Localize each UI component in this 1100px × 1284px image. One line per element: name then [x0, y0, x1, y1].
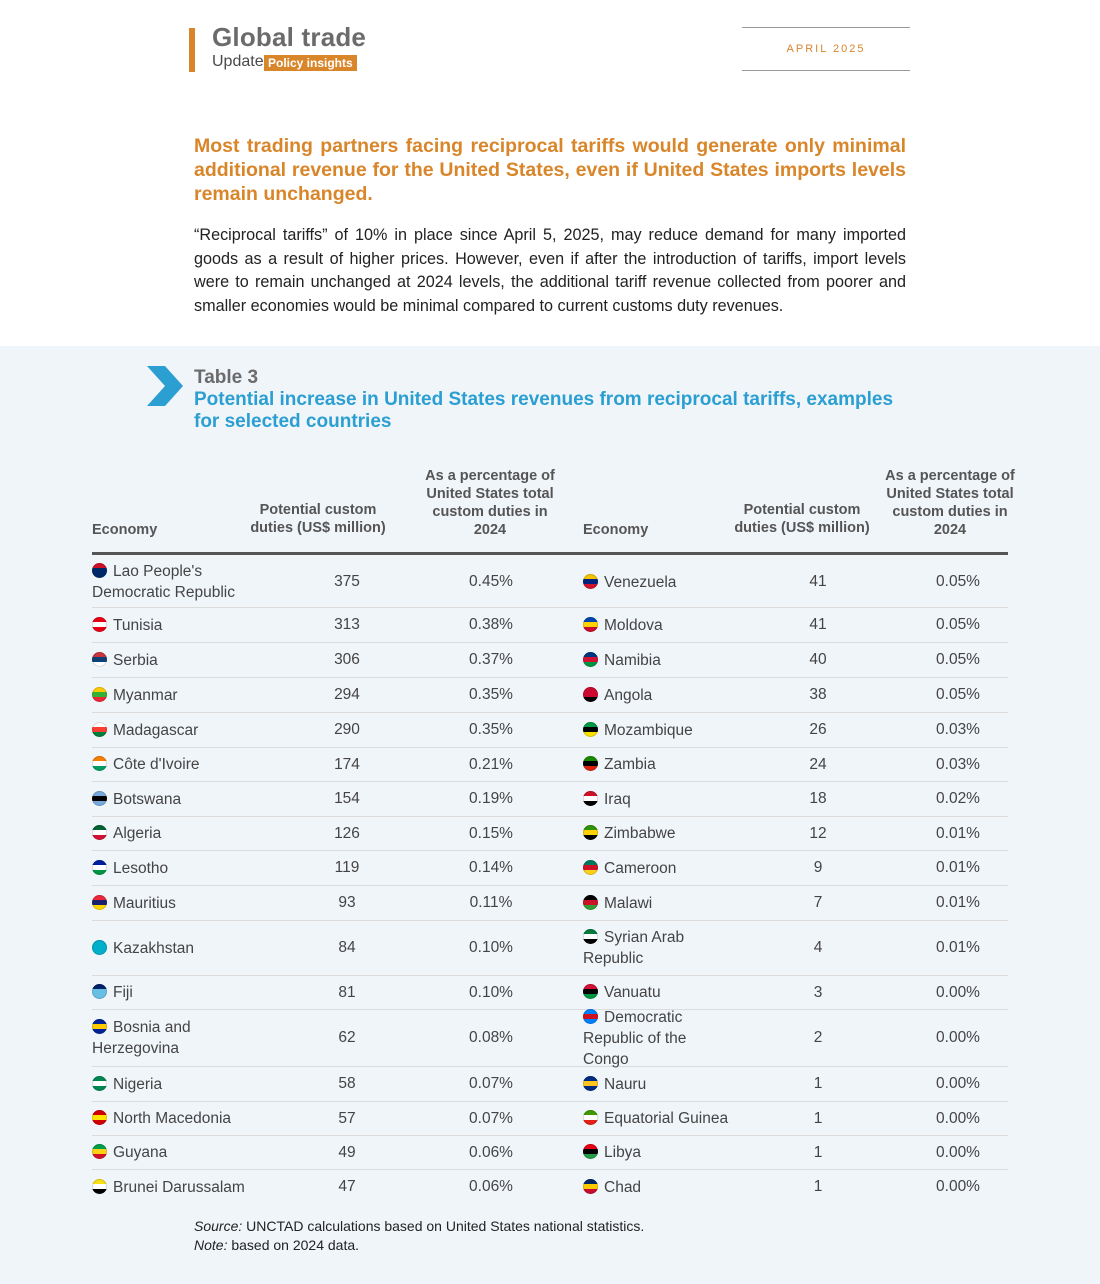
economy-cell [583, 1010, 733, 1066]
duties-cell: 306 [334, 651, 360, 668]
myanmar-flag-icon [92, 687, 107, 702]
duties-cell: 3 [813, 983, 823, 1001]
percentage-cell: 0.00% [936, 983, 980, 1001]
economy-cell [583, 976, 733, 1009]
mauritius-flag-icon [92, 895, 107, 910]
percentage-cell: 0.00% [936, 1143, 980, 1161]
percentage-cell: 0.38% [469, 616, 513, 633]
percentage-cell: 0.01% [936, 824, 980, 842]
kazakhstan-flag-icon [92, 940, 107, 955]
economy-cell [583, 1136, 733, 1169]
malawi-flag-icon [583, 895, 598, 910]
economy-name: Angola [604, 686, 653, 704]
economy-cell [92, 1067, 252, 1101]
economy-name: Brunei Darussalam [113, 1178, 245, 1196]
namibia-flag-icon [583, 652, 598, 667]
percentage-cell: 0.35% [469, 721, 513, 738]
economy-name: Venezuela [604, 573, 677, 591]
duties-cell: 1 [813, 1075, 823, 1092]
percentage-cell: 0.19% [469, 790, 513, 807]
table-row [92, 713, 1008, 748]
percentage-cell: 0.07% [469, 1109, 513, 1127]
economy-cell [92, 713, 252, 747]
venezuela-flag-icon [583, 574, 598, 589]
duties-cell: 290 [334, 721, 360, 738]
percentage-cell: 0.06% [469, 1143, 513, 1161]
table-row [92, 851, 1008, 886]
serbia-flag-icon [92, 652, 107, 667]
percentage-cell: 0.03% [936, 755, 980, 773]
duties-cell: 40 [809, 651, 827, 668]
duties-cell: 81 [338, 983, 356, 1001]
economy-name: Bosnia and Herzegovina [92, 1019, 191, 1057]
percentage-cell: 0.45% [469, 573, 513, 590]
duties-cell: 119 [334, 859, 360, 876]
economy-cell [583, 678, 733, 712]
fiji-flag-icon [92, 984, 107, 999]
duties-cell: 47 [338, 1178, 356, 1195]
percentage-cell: 0.00% [936, 1178, 980, 1195]
economy-name: Democratic Republic of the Congo [583, 1008, 687, 1068]
economy-cell [92, 921, 252, 975]
economy-cell [583, 921, 733, 975]
economy-cell [583, 713, 733, 747]
percentage-cell: 0.35% [469, 686, 513, 703]
economy-cell [583, 886, 733, 920]
table-row [92, 1136, 1008, 1170]
duties-cell: 57 [338, 1109, 356, 1127]
brand-tag: Policy insights [264, 55, 357, 71]
guyana-flag-icon [92, 1144, 107, 1159]
economy-name: Cameroon [604, 859, 677, 877]
algeria-flag-icon [92, 825, 107, 840]
note-label: Note: [194, 1237, 228, 1253]
percentage-cell: 0.03% [936, 721, 980, 738]
economy-name: Namibia [604, 651, 661, 669]
percentage-cell: 0.00% [936, 1109, 980, 1127]
table-row [92, 921, 1008, 976]
table-row [92, 886, 1008, 921]
economy-cell [92, 643, 252, 677]
economy-name: North Macedonia [113, 1110, 232, 1127]
zambia-flag-icon [583, 756, 598, 771]
percentage-cell: 0.00% [936, 1029, 980, 1046]
chad-flag-icon [583, 1179, 598, 1194]
economy-name: Kazakhstan [113, 939, 194, 957]
duties-cell: 4 [813, 939, 823, 956]
percentage-cell: 0.10% [469, 983, 513, 1001]
equatorial-guinea-flag-icon [583, 1110, 598, 1125]
percentage-cell: 0.37% [469, 651, 513, 668]
table-row [92, 1067, 1008, 1102]
economy-name: Chad [604, 1178, 642, 1196]
economy-name: Tunisia [113, 616, 163, 634]
economy-name: Myanmar [113, 686, 178, 704]
economy-cell [92, 817, 252, 850]
economy-name: Syrian Arab Republic [583, 929, 685, 967]
duties-cell: 41 [809, 616, 827, 633]
table-row [92, 976, 1008, 1010]
table-row [92, 557, 1008, 608]
economy-name: Côte d'Ivoire [113, 756, 200, 773]
dr-congo-flag-icon [583, 1009, 598, 1024]
table-title: Potential increase in United States revenues from reciprocal tariffs, examples for selected countries [194, 389, 894, 432]
economy-cell [92, 678, 252, 712]
duties-cell: 58 [338, 1075, 356, 1092]
percentage-cell: 0.15% [469, 824, 513, 842]
moldova-flag-icon [583, 617, 598, 632]
economy-cell [92, 608, 252, 642]
economy-name: Guyana [113, 1144, 168, 1161]
economy-cell [92, 782, 252, 816]
duties-cell: 2 [813, 1029, 823, 1046]
economy-cell [583, 1067, 733, 1101]
economy-cell [92, 748, 252, 781]
duties-cell: 313 [334, 616, 360, 633]
economy-name: Zimbabwe [604, 825, 676, 842]
brand-subtitle: Update [212, 53, 264, 70]
duties-cell: 49 [338, 1143, 356, 1161]
economy-cell [92, 1170, 252, 1204]
source-label: Source: [194, 1218, 243, 1234]
north-macedonia-flag-icon [92, 1110, 107, 1125]
economy-name: Nauru [604, 1075, 647, 1093]
column-header-economy-right: Economy [583, 522, 649, 538]
economy-name: Lesotho [113, 859, 169, 877]
angola-flag-icon [583, 687, 598, 702]
percentage-cell: 0.01% [936, 939, 980, 956]
table-label: Table 3 [194, 367, 259, 388]
duties-cell: 9 [813, 859, 823, 876]
economy-cell [92, 1102, 252, 1135]
column-header-economy-left: Economy [92, 522, 158, 538]
duties-cell: 1 [813, 1109, 823, 1127]
percentage-cell: 0.14% [469, 859, 513, 876]
intro-paragraph: “Reciprocal tariffs” of 10% in place since April 5, 2025, may reduce demand for many imported goods as a result of higher prices. However, even if after the introduction of tariffs, import levels were to remain unchanged at 2024 levels, the additional tariff revenue collected from poorer and smaller economies would be minimal compared to current customs duty revenues. [194, 226, 906, 315]
botswana-flag-icon [92, 791, 107, 806]
table-row [92, 608, 1008, 643]
economy-name: Iraq [604, 790, 631, 808]
libya-flag-icon [583, 1144, 598, 1159]
note-text: based on 2024 data. [231, 1237, 360, 1253]
table-row [92, 1170, 1008, 1204]
duties-cell: 93 [338, 894, 356, 911]
chevron-right-icon [145, 366, 185, 406]
duties-cell: 1 [813, 1143, 823, 1161]
headline: Most trading partners facing reciprocal tariffs would generate only minimal additional revenue for the United States, even if United States imports levels remain unchanged. [194, 135, 906, 205]
duties-cell: 41 [809, 573, 827, 590]
column-header-percentage-left: As a percentage of United States total custom duties in 2024 [425, 468, 555, 538]
economy-name: Lao People's Democratic Republic [92, 563, 235, 601]
percentage-cell: 0.08% [469, 1029, 513, 1046]
column-header-duties-right: Potential custom duties (US$ million) [734, 502, 870, 536]
madagascar-flag-icon [92, 722, 107, 737]
table-row [92, 817, 1008, 851]
lesotho-flag-icon [92, 860, 107, 875]
economy-name: Botswana [113, 790, 182, 808]
duties-cell: 1 [813, 1178, 823, 1195]
economy-name: Zambia [604, 756, 656, 773]
economy-name: Fiji [113, 984, 133, 1001]
percentage-cell: 0.06% [469, 1178, 513, 1195]
table-row [92, 782, 1008, 817]
duties-cell: 12 [809, 824, 827, 842]
economy-name: Moldova [604, 616, 663, 634]
percentage-cell: 0.05% [936, 686, 980, 703]
economy-name: Serbia [113, 651, 158, 669]
publication-date: APRIL 2025 [742, 27, 910, 71]
percentage-cell: 0.00% [936, 1075, 980, 1092]
duties-cell: 84 [338, 939, 356, 956]
cameroon-flag-icon [583, 860, 598, 875]
economy-name: Libya [604, 1144, 642, 1161]
nauru-flag-icon [583, 1076, 598, 1091]
economy-name: Mauritius [113, 894, 176, 912]
duties-cell: 7 [813, 894, 823, 911]
percentage-cell: 0.02% [936, 790, 980, 807]
table-row [92, 678, 1008, 713]
brunei-flag-icon [92, 1179, 107, 1194]
tunisia-flag-icon [92, 617, 107, 632]
economy-cell [92, 1136, 252, 1169]
duties-cell: 375 [334, 573, 360, 590]
header-rule [92, 552, 1008, 555]
duties-cell: 174 [334, 755, 360, 773]
economy-cell [583, 1170, 733, 1204]
percentage-cell: 0.21% [469, 755, 513, 773]
iraq-flag-icon [583, 791, 598, 806]
duties-cell: 294 [334, 686, 360, 703]
economy-cell [583, 851, 733, 885]
economy-cell [583, 782, 733, 816]
percentage-cell: 0.05% [936, 573, 980, 590]
source-text: UNCTAD calculations based on United States national statistics. [246, 1218, 645, 1234]
economy-name: Madagascar [113, 721, 199, 739]
duties-cell: 26 [809, 721, 827, 738]
percentage-cell: 0.11% [469, 894, 513, 911]
mozambique-flag-icon [583, 722, 598, 737]
brand-title: Global trade [212, 22, 367, 52]
column-header-duties-left: Potential custom duties (US$ million) [250, 502, 386, 536]
economy-cell [583, 608, 733, 642]
source-note [194, 1217, 644, 1255]
economy-cell [92, 557, 252, 607]
table-row [92, 643, 1008, 678]
economy-name: Nigeria [113, 1075, 163, 1093]
percentage-cell: 0.01% [936, 894, 980, 911]
percentage-cell: 0.05% [936, 651, 980, 668]
economy-name: Vanuatu [604, 984, 661, 1001]
table-row [92, 1010, 1008, 1067]
duties-cell: 62 [338, 1029, 356, 1046]
economy-cell [583, 643, 733, 677]
economy-cell [92, 851, 252, 885]
nigeria-flag-icon [92, 1076, 107, 1091]
header-accent-bar [189, 28, 195, 72]
duties-cell: 38 [809, 686, 827, 703]
economy-name: Malawi [604, 894, 653, 912]
zimbabwe-flag-icon [583, 825, 598, 840]
economy-cell [92, 886, 252, 920]
table-row [92, 748, 1008, 782]
duties-cell: 24 [809, 755, 827, 773]
percentage-cell: 0.10% [469, 939, 513, 956]
economy-cell [583, 817, 733, 850]
economy-cell [583, 1102, 733, 1135]
percentage-cell: 0.01% [936, 859, 980, 876]
percentage-cell: 0.07% [469, 1075, 513, 1092]
economy-cell [583, 557, 733, 607]
laos-flag-icon [92, 563, 107, 578]
duties-cell: 154 [334, 790, 360, 807]
economy-cell [92, 1010, 252, 1066]
column-header-percentage-right: As a percentage of United States total custom duties in 2024 [885, 468, 1015, 538]
vanuatu-flag-icon [583, 984, 598, 999]
economy-cell [92, 976, 252, 1009]
table-row [92, 1102, 1008, 1136]
percentage-cell: 0.05% [936, 616, 980, 633]
duties-cell: 126 [334, 824, 360, 842]
economy-name: Algeria [113, 825, 162, 842]
economy-cell [583, 748, 733, 781]
duties-cell: 18 [809, 790, 827, 807]
economy-name: Equatorial Guinea [604, 1110, 729, 1127]
cote-divoire-flag-icon [92, 756, 107, 771]
syria-flag-icon [583, 929, 598, 944]
economy-name: Mozambique [604, 721, 693, 739]
bosnia-flag-icon [92, 1019, 107, 1034]
